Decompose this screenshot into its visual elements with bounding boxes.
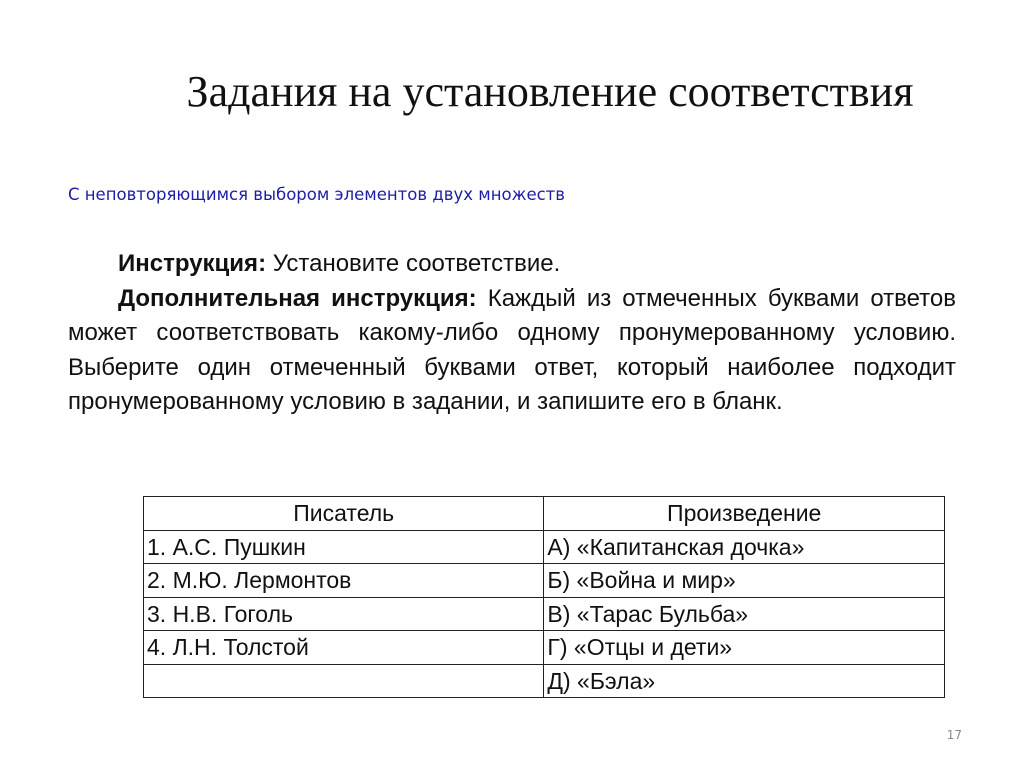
additional-instruction-text: Каждый из отмеченных буквами ответов может соответствовать какому-либо одному пронумерованному условию. Выберите один отмеченный буквами ответ, который наиболее подходит пронумерованному условию в задании, и запишите его в бланк.: [68, 284, 956, 415]
column-header-writer: Писатель: [144, 497, 544, 531]
slide-subtitle: С неповторяющимся выбором элементов двух множеств: [68, 185, 566, 204]
additional-instruction-paragraph: [68, 282, 956, 420]
instruction-label: Инструкция:: [118, 250, 267, 277]
writer-cell: 3. Н.В. Гоголь: [144, 597, 544, 631]
table-row: [144, 631, 945, 665]
work-cell: Д) «Бэла»: [544, 664, 945, 698]
work-cell: Б) «Война и мир»: [544, 564, 945, 598]
column-header-work: Произведение: [544, 497, 945, 531]
page-number: 17: [946, 728, 962, 742]
work-cell: Г) «Отцы и дети»: [544, 631, 945, 665]
writer-cell: 2. М.Ю. Лермонтов: [144, 564, 544, 598]
writer-cell-empty: [144, 664, 544, 698]
writer-cell: 1. А.С. Пушкин: [144, 530, 544, 564]
slide-title: Задания на установление соответствия: [186, 67, 914, 116]
matching-table: [143, 496, 945, 698]
additional-instruction-label: Дополнительная инструкция:: [118, 284, 477, 312]
table-row: [144, 664, 945, 698]
instruction-paragraph: [68, 247, 956, 282]
instruction-text: Установите соответствие.: [266, 250, 561, 277]
instructions-block: [68, 247, 956, 420]
writer-cell: 4. Л.Н. Толстой: [144, 631, 544, 665]
work-cell: А) «Капитанская дочка»: [544, 530, 945, 564]
work-cell: В) «Тарас Бульба»: [544, 597, 945, 631]
table-row: [144, 564, 945, 598]
table-row: [144, 530, 945, 564]
table-row: [144, 597, 945, 631]
table-header-row: [144, 497, 945, 531]
